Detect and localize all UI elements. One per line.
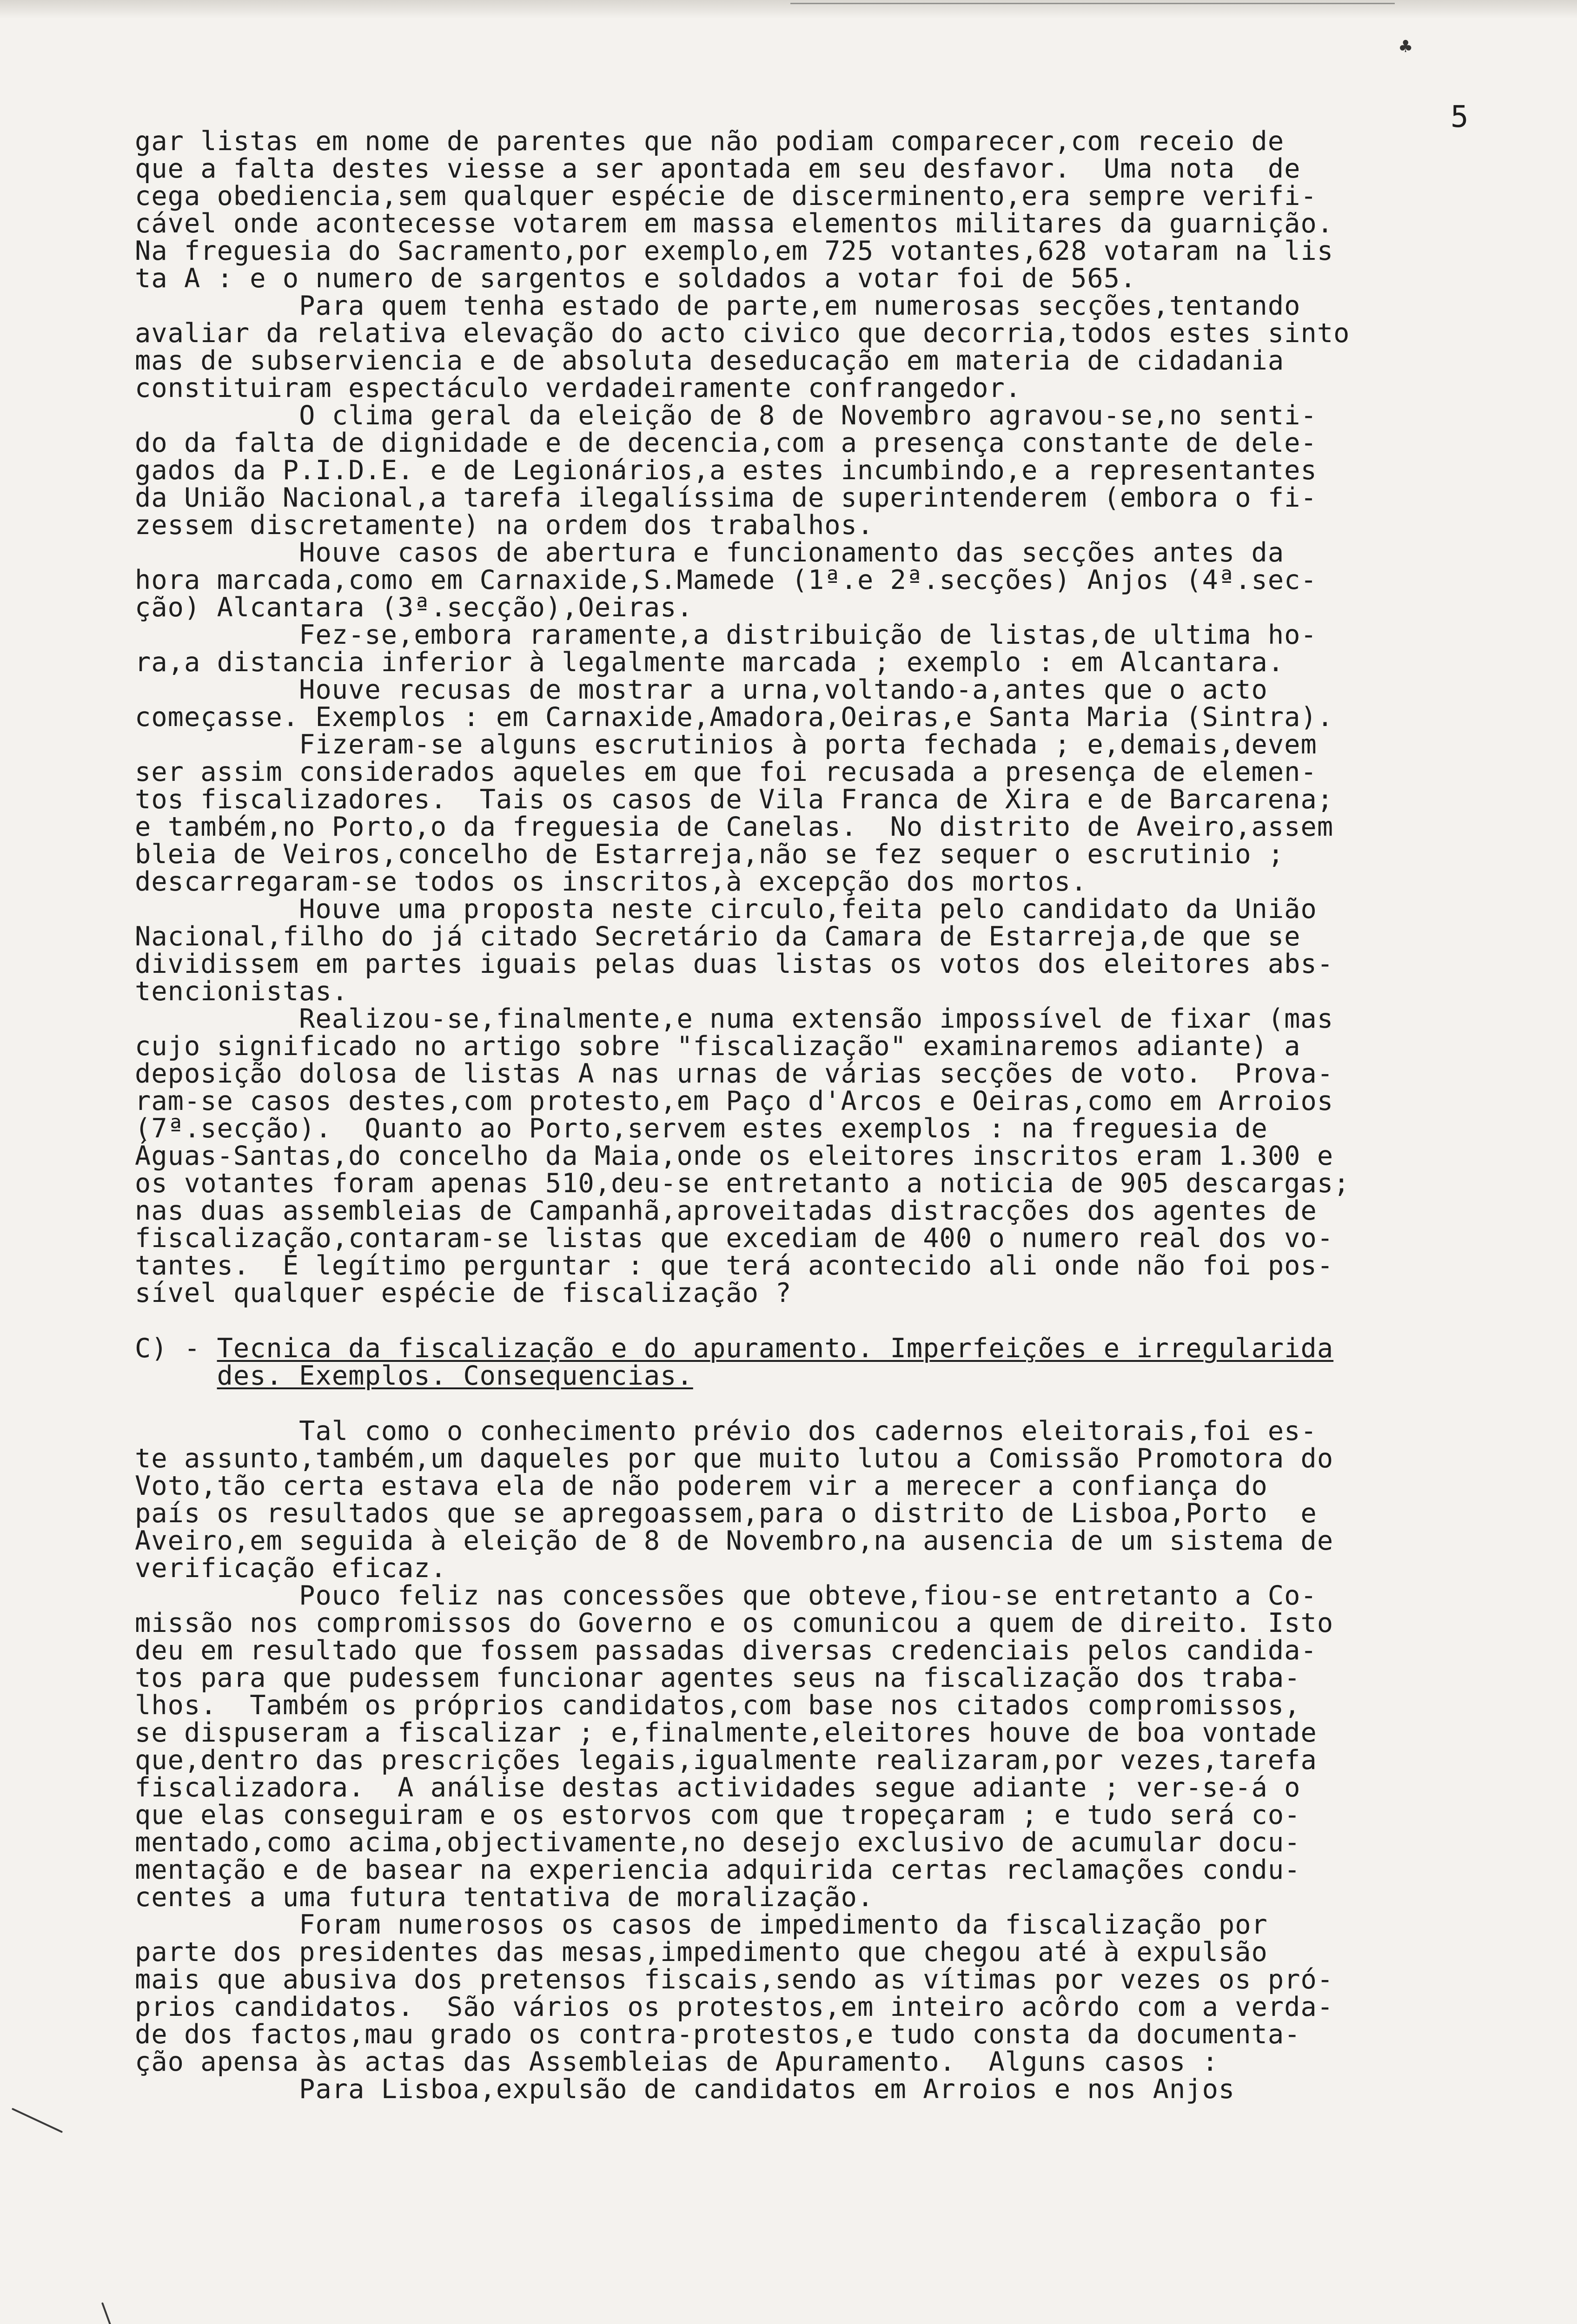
text-line: Para quem tenha estado de parte,em numerosas secções,tentando [135, 290, 1301, 321]
text-line: prios candidatos. São vários os protestos,em inteiro acôrdo com a verda- [135, 1992, 1334, 2022]
corner-mark: ♣ [1399, 35, 1412, 59]
text-line: fiscalização,contaram-se listas que excediam de 400 o numero real dos vo- [135, 1223, 1334, 1254]
text-line: que elas conseguiram e os estorvos com que tropeçaram ; e tudo será co- [135, 1800, 1301, 1830]
heading-line-1: Tecnica da fiscalização e do apuramento. Imperfeições e irregularida [217, 1333, 1334, 1364]
text-line: Águas-Santas,do concelho da Maia,onde os eleitores inscritos eram 1.300 e [135, 1141, 1334, 1171]
text-line: Aveiro,em seguida à eleição de 8 de Novembro,na ausencia de um sistema de [135, 1525, 1334, 1556]
text-line: ção) Alcantara (3ª.secção),Oeiras. [135, 592, 693, 623]
text-line: começasse. Exemplos : em Carnaxide,Amadora,Oeiras,e Santa Maria (Sintra). [135, 702, 1334, 733]
text-line: parte dos presidentes das mesas,impedimento que chegou até à expulsão [135, 1937, 1268, 1967]
document-body [135, 128, 1511, 2103]
text-line: ta A : e o numero de sargentos e soldados a votar foi de 565. [135, 263, 1137, 294]
text-line: sível qualquer espécie de fiscalização ? [135, 1278, 792, 1308]
text-line: descarregaram-se todos os inscritos,à excepção dos mortos. [135, 866, 1087, 897]
text-line: Foram numerosos os casos de impedimento da fiscalização por [135, 1909, 1268, 1940]
text-line: Para Lisboa,expulsão de candidatos em Arroios e nos Anjos [135, 2074, 1235, 2105]
text-line: de dos factos,mau grado os contra-protestos,e tudo consta da documenta- [135, 2019, 1301, 2050]
text-line: Na freguesia do Sacramento,por exemplo,em 725 votantes,628 votaram na lis [135, 236, 1334, 266]
text-line: lhos. Também os próprios candidatos,com base nos citados compromissos, [135, 1690, 1301, 1721]
text-line: os votantes foram apenas 510,deu-se entretanto a noticia de 905 descargas; [135, 1168, 1350, 1199]
section-heading [135, 1335, 1511, 1390]
text-line: Realizou-se,finalmente,e numa extensão impossível de fixar (mas [135, 1004, 1334, 1034]
heading-line-2: des. Exemplos. Consequencias. [217, 1360, 693, 1391]
text-line: centes a uma futura tentativa de moralização. [135, 1882, 874, 1913]
section-c-text [135, 1418, 1511, 2103]
text-line: Houve uma proposta neste circulo,feita pelo candidato da União [135, 894, 1317, 924]
text-line: cega obediencia,sem qualquer espécie de discerminento,era sempre verifi- [135, 181, 1317, 211]
text-line: deu em resultado que fossem passadas diversas credenciais pelos candida- [135, 1635, 1317, 1666]
text-line: fiscalizadora. A análise destas actividades segue adiante ; ver-se-á o [135, 1772, 1301, 1803]
text-line: gar listas em nome de parentes que não podiam comparecer,com receio de [135, 126, 1285, 157]
scan-top-rule [790, 3, 1395, 4]
text-line: mentação e de basear na experiencia adquirida certas reclamações condu- [135, 1855, 1301, 1885]
text-line: Fizeram-se alguns escrutinios à porta fechada ; e,demais,devem [135, 729, 1317, 760]
text-line: hora marcada,como em Carnaxide,S.Mamede (1ª.e 2ª.secções) Anjos (4ª.sec- [135, 565, 1317, 595]
text-line: missão nos compromissos do Governo e os comunicou a quem de direito. Isto [135, 1608, 1334, 1638]
text-line: ção apensa às actas das Assembleias de Apuramento. Alguns casos : [135, 2047, 1219, 2077]
text-line: Houve casos de abertura e funcionamento das secções antes da [135, 537, 1285, 568]
text-line: avaliar da relativa elevação do acto civico que decorria,todos estes sinto [135, 318, 1350, 349]
text-line: constituiram espectáculo verdadeiramente confrangedor. [135, 373, 1022, 403]
text-line: tos para que pudessem funcionar agentes seus na fiscalização dos traba- [135, 1663, 1301, 1693]
text-line: ram-se casos destes,com protesto,em Paço d'Arcos e Oeiras,como em Arroios [135, 1086, 1334, 1116]
text-line: gados da P.I.D.E. e de Legionários,a estes incumbindo,e a representantes [135, 455, 1317, 486]
text-line: mentado,como acima,objectivamente,no desejo exclusivo de acumular docu- [135, 1827, 1301, 1858]
text-line: (7ª.secção). Quanto ao Porto,servem estes exemplos : na freguesia de [135, 1113, 1268, 1144]
text-line: país os resultados que se apregoassem,para o distrito de Lisboa,Porto e [135, 1498, 1317, 1529]
text-line: Pouco feliz nas concessões que obteve,fiou-se entretanto a Co- [135, 1580, 1317, 1611]
text-line: mais que abusiva dos pretensos fiscais,sendo as vítimas por vezes os pró- [135, 1964, 1334, 1995]
text-line: verificação eficaz. [135, 1553, 447, 1584]
text-line: que,dentro das prescrições legais,igualmente realizaram,por vezes,tarefa [135, 1745, 1317, 1776]
text-line: cujo significado no artigo sobre "fiscalização" examinaremos adiante) a [135, 1031, 1301, 1062]
text-line: se dispuseram a fiscalizar ; e,finalmente,eleitores houve de boa vontade [135, 1717, 1317, 1748]
text-line: tantes. É legítimo perguntar : que terá acontecido ali onde não foi pos- [135, 1250, 1334, 1281]
text-line: do da falta de dignidade e de decencia,com a presença constante de dele- [135, 428, 1317, 458]
text-line: ser assim considerados aqueles em que foi recusada a presença de elemen- [135, 757, 1317, 787]
text-line: da União Nacional,a tarefa ilegalíssima de superintenderem (embora o fi- [135, 482, 1317, 513]
page-number: 5 [1451, 100, 1469, 134]
text-line: Houve recusas de mostrar a urna,voltando-a,antes que o acto [135, 674, 1268, 705]
text-line: tencionistas. [135, 976, 349, 1007]
margin-scribble [12, 2108, 63, 2133]
text-line: ra,a distancia inferior à legalmente marcada ; exemplo : em Alcantara. [135, 647, 1285, 678]
text-line: dividissem em partes iguais pelas duas listas os votos dos eleitores abs- [135, 949, 1334, 979]
text-line: bleia de Veiros,concelho de Estarreja,não se fez sequer o escrutinio ; [135, 839, 1285, 870]
text-line: cável onde acontecesse votarem em massa elementos militares da guarnição. [135, 208, 1334, 239]
text-line: O clima geral da eleição de 8 de Novembro agravou-se,no senti- [135, 400, 1317, 431]
heading-prefix: C) - [135, 1333, 217, 1364]
text-line: Fez-se,embora raramente,a distribuição de listas,de ultima ho- [135, 620, 1317, 650]
text-line: Tal como o conhecimento prévio dos cadernos eleitorais,foi es- [135, 1416, 1317, 1446]
text-line: Voto,tão certa estava ela de não poderem vir a merecer a confiança do [135, 1471, 1268, 1501]
text-line: te assunto,também,um daqueles por que muito lutou a Comissão Promotora do [135, 1443, 1334, 1474]
text-line: zessem discretamente) na ordem dos trabalhos. [135, 510, 874, 541]
text-line: Nacional,filho do já citado Secretário da Camara de Estarreja,de que se [135, 921, 1301, 952]
margin-scribble [101, 2302, 113, 2324]
text-line: tos fiscalizadores. Tais os casos de Vila Franca de Xira e de Barcarena; [135, 784, 1334, 815]
text-line: e também,no Porto,o da freguesia de Canelas. No distrito de Aveiro,assem [135, 812, 1334, 842]
text-line: nas duas assembleias de Campanhã,aproveitadas distracções dos agentes de [135, 1195, 1317, 1226]
text-line: mas de subserviencia e de absoluta deseducação em materia de cidadania [135, 345, 1285, 376]
text-line: deposição dolosa de listas A nas urnas de várias secções de voto. Prova- [135, 1058, 1334, 1089]
text-line: que a falta destes viesse a ser apontada em seu desfavor. Uma nota de [135, 153, 1301, 184]
paragraph-block [135, 128, 1511, 1307]
